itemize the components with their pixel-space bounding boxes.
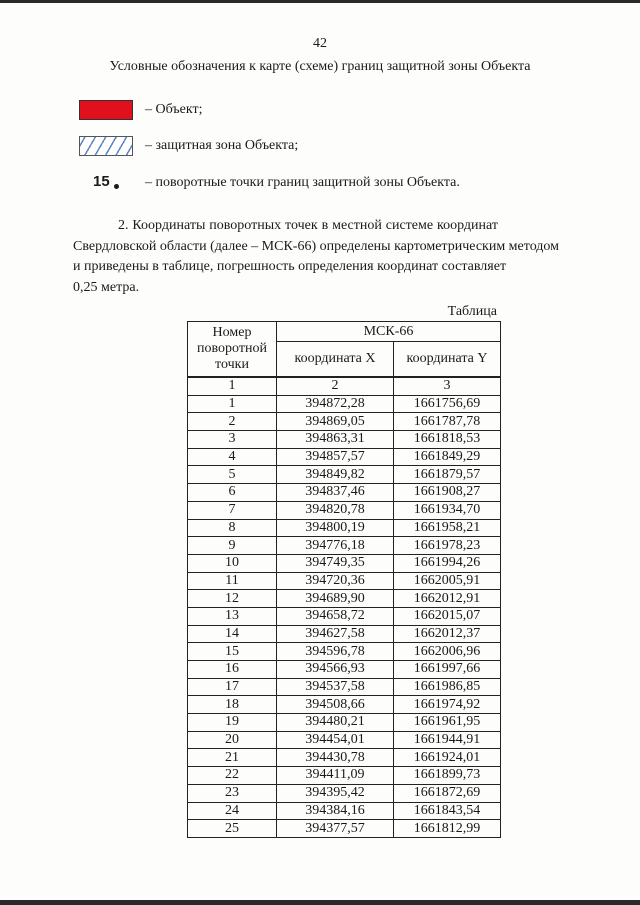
numbering-row: [188, 377, 501, 395]
table-row: [188, 537, 501, 555]
x-coordinate-cell: 394508,66: [277, 696, 394, 714]
y-coordinate-cell: 1661872,69: [394, 784, 501, 802]
y-coordinate-cell: 1661934,70: [394, 501, 501, 519]
x-coordinate-cell: 394411,09: [277, 767, 394, 785]
legend-item-label: – защитная зона Объекта;: [145, 138, 299, 153]
x-coordinate-cell: 394863,31: [277, 431, 394, 449]
paragraph-line: 2. Координаты поворотных точек в местной системе координат: [118, 218, 498, 233]
point-number-cell: 5: [188, 466, 277, 484]
y-coordinate-cell: 1662012,91: [394, 590, 501, 608]
hatched-zone-swatch: [79, 136, 133, 156]
table-row: [188, 572, 501, 590]
y-coordinate-cell: 1661978,23: [394, 537, 501, 555]
table-row: [188, 661, 501, 679]
object-swatch: [79, 100, 133, 120]
y-coordinate-cell: 1661849,29: [394, 448, 501, 466]
point-number-cell: 20: [188, 731, 277, 749]
turning-point-number: 15: [93, 173, 110, 190]
table-row: [188, 501, 501, 519]
point-number-cell: 18: [188, 696, 277, 714]
page-number: 42: [313, 36, 327, 51]
y-coordinate-cell: 1661974,92: [394, 696, 501, 714]
table-row: [188, 519, 501, 537]
table-row: [188, 395, 501, 413]
point-number-cell: 3: [188, 431, 277, 449]
table-row: [188, 802, 501, 820]
point-number-cell: 19: [188, 714, 277, 732]
x-coordinate-cell: 394820,78: [277, 501, 394, 519]
x-coordinate-cell: 394566,93: [277, 661, 394, 679]
table-row: [188, 820, 501, 838]
numbering-cell: 1: [188, 377, 277, 395]
table-header-row: [188, 322, 501, 342]
point-number-cell: 2: [188, 413, 277, 431]
x-coordinate-cell: 394596,78: [277, 643, 394, 661]
table-row: [188, 749, 501, 767]
y-coordinate-cell: 1661994,26: [394, 554, 501, 572]
legend-item-object: [79, 99, 202, 121]
turning-point-sample: [79, 173, 133, 193]
x-coordinate-cell: 394627,58: [277, 625, 394, 643]
y-coordinate-cell: 1662006,96: [394, 643, 501, 661]
paragraph-line: и приведены в таблице, погрешность определения координат составляет: [73, 259, 507, 274]
x-coordinate-cell: 394720,36: [277, 572, 394, 590]
table-row: [188, 607, 501, 625]
y-coordinate-cell: 1661997,66: [394, 661, 501, 679]
legend-title: Условные обозначения к карте (схеме) границ защитной зоны Объекта: [109, 59, 531, 74]
x-coordinate-cell: 394689,90: [277, 590, 394, 608]
x-coordinate-cell: 394869,05: [277, 413, 394, 431]
point-number-cell: 13: [188, 607, 277, 625]
legend-item-label: – поворотные точки границ защитной зоны Объекта.: [145, 175, 460, 190]
point-number-cell: 8: [188, 519, 277, 537]
page-bottom-edge: [0, 900, 640, 905]
coordinates-table: [187, 321, 501, 838]
table-row: [188, 554, 501, 572]
x-coordinate-cell: 394395,42: [277, 784, 394, 802]
point-number-cell: 24: [188, 802, 277, 820]
y-coordinate-cell: 1662015,07: [394, 607, 501, 625]
y-coordinate-cell: 1661944,91: [394, 731, 501, 749]
page-top-edge: [0, 0, 640, 3]
legend-item-protective-zone: [79, 135, 298, 157]
header-coordinate-system: МСК-66: [277, 322, 501, 342]
numbering-cell: 2: [277, 377, 394, 395]
table-row: [188, 625, 501, 643]
x-coordinate-cell: 394658,72: [277, 607, 394, 625]
x-coordinate-cell: 394377,57: [277, 820, 394, 838]
x-coordinate-cell: 394480,21: [277, 714, 394, 732]
y-coordinate-cell: 1661756,69: [394, 395, 501, 413]
legend-item-turning-points: [79, 172, 460, 194]
point-number-cell: 1: [188, 395, 277, 413]
x-coordinate-cell: 394776,18: [277, 537, 394, 555]
coordinates-paragraph: [73, 216, 560, 298]
table-row: [188, 484, 501, 502]
x-coordinate-cell: 394454,01: [277, 731, 394, 749]
table-row: [188, 413, 501, 431]
x-coordinate-cell: 394800,19: [277, 519, 394, 537]
point-dot-icon: [114, 184, 119, 189]
y-coordinate-cell: 1661818,53: [394, 431, 501, 449]
x-coordinate-cell: 394430,78: [277, 749, 394, 767]
point-number-cell: 12: [188, 590, 277, 608]
table-row: [188, 590, 501, 608]
x-coordinate-cell: 394537,58: [277, 678, 394, 696]
y-coordinate-cell: 1662005,91: [394, 572, 501, 590]
y-coordinate-cell: 1661924,01: [394, 749, 501, 767]
header-point-number: Номер поворотной точки: [188, 322, 277, 378]
point-number-cell: 10: [188, 554, 277, 572]
x-coordinate-cell: 394849,82: [277, 466, 394, 484]
paragraph-line: Свердловской области (далее – МСК-66) определены картометрическим методом: [73, 238, 560, 254]
table-caption: Таблица: [447, 304, 497, 319]
y-coordinate-cell: 1661879,57: [394, 466, 501, 484]
x-coordinate-cell: 394857,57: [277, 448, 394, 466]
table-row: [188, 466, 501, 484]
point-number-cell: 6: [188, 484, 277, 502]
table-row: [188, 696, 501, 714]
y-coordinate-cell: 1661787,78: [394, 413, 501, 431]
point-number-cell: 15: [188, 643, 277, 661]
table-row: [188, 678, 501, 696]
point-number-cell: 21: [188, 749, 277, 767]
point-number-cell: 25: [188, 820, 277, 838]
point-number-cell: 17: [188, 678, 277, 696]
x-coordinate-cell: 394872,28: [277, 395, 394, 413]
y-coordinate-cell: 1661908,27: [394, 484, 501, 502]
table-row: [188, 431, 501, 449]
table-row: [188, 767, 501, 785]
y-coordinate-cell: 1661812,99: [394, 820, 501, 838]
point-number-cell: 23: [188, 784, 277, 802]
point-number-cell: 11: [188, 572, 277, 590]
table-row: [188, 643, 501, 661]
x-coordinate-cell: 394384,16: [277, 802, 394, 820]
table-row: [188, 731, 501, 749]
point-number-cell: 22: [188, 767, 277, 785]
legend-item-label: – Объект;: [145, 102, 203, 117]
point-number-cell: 7: [188, 501, 277, 519]
y-coordinate-cell: 1661986,85: [394, 678, 501, 696]
point-number-cell: 16: [188, 661, 277, 679]
numbering-cell: 3: [394, 377, 501, 395]
table-row: [188, 448, 501, 466]
header-x: координата X: [277, 342, 394, 378]
y-coordinate-cell: 1661961,95: [394, 714, 501, 732]
point-number-cell: 4: [188, 448, 277, 466]
x-coordinate-cell: 394837,46: [277, 484, 394, 502]
paragraph-line: 0,25 метра.: [73, 279, 140, 295]
table-row: [188, 714, 501, 732]
y-coordinate-cell: 1661899,73: [394, 767, 501, 785]
y-coordinate-cell: 1662012,37: [394, 625, 501, 643]
header-y: координата Y: [394, 342, 501, 378]
point-number-cell: 14: [188, 625, 277, 643]
y-coordinate-cell: 1661958,21: [394, 519, 501, 537]
point-number-cell: 9: [188, 537, 277, 555]
x-coordinate-cell: 394749,35: [277, 554, 394, 572]
y-coordinate-cell: 1661843,54: [394, 802, 501, 820]
table-row: [188, 784, 501, 802]
